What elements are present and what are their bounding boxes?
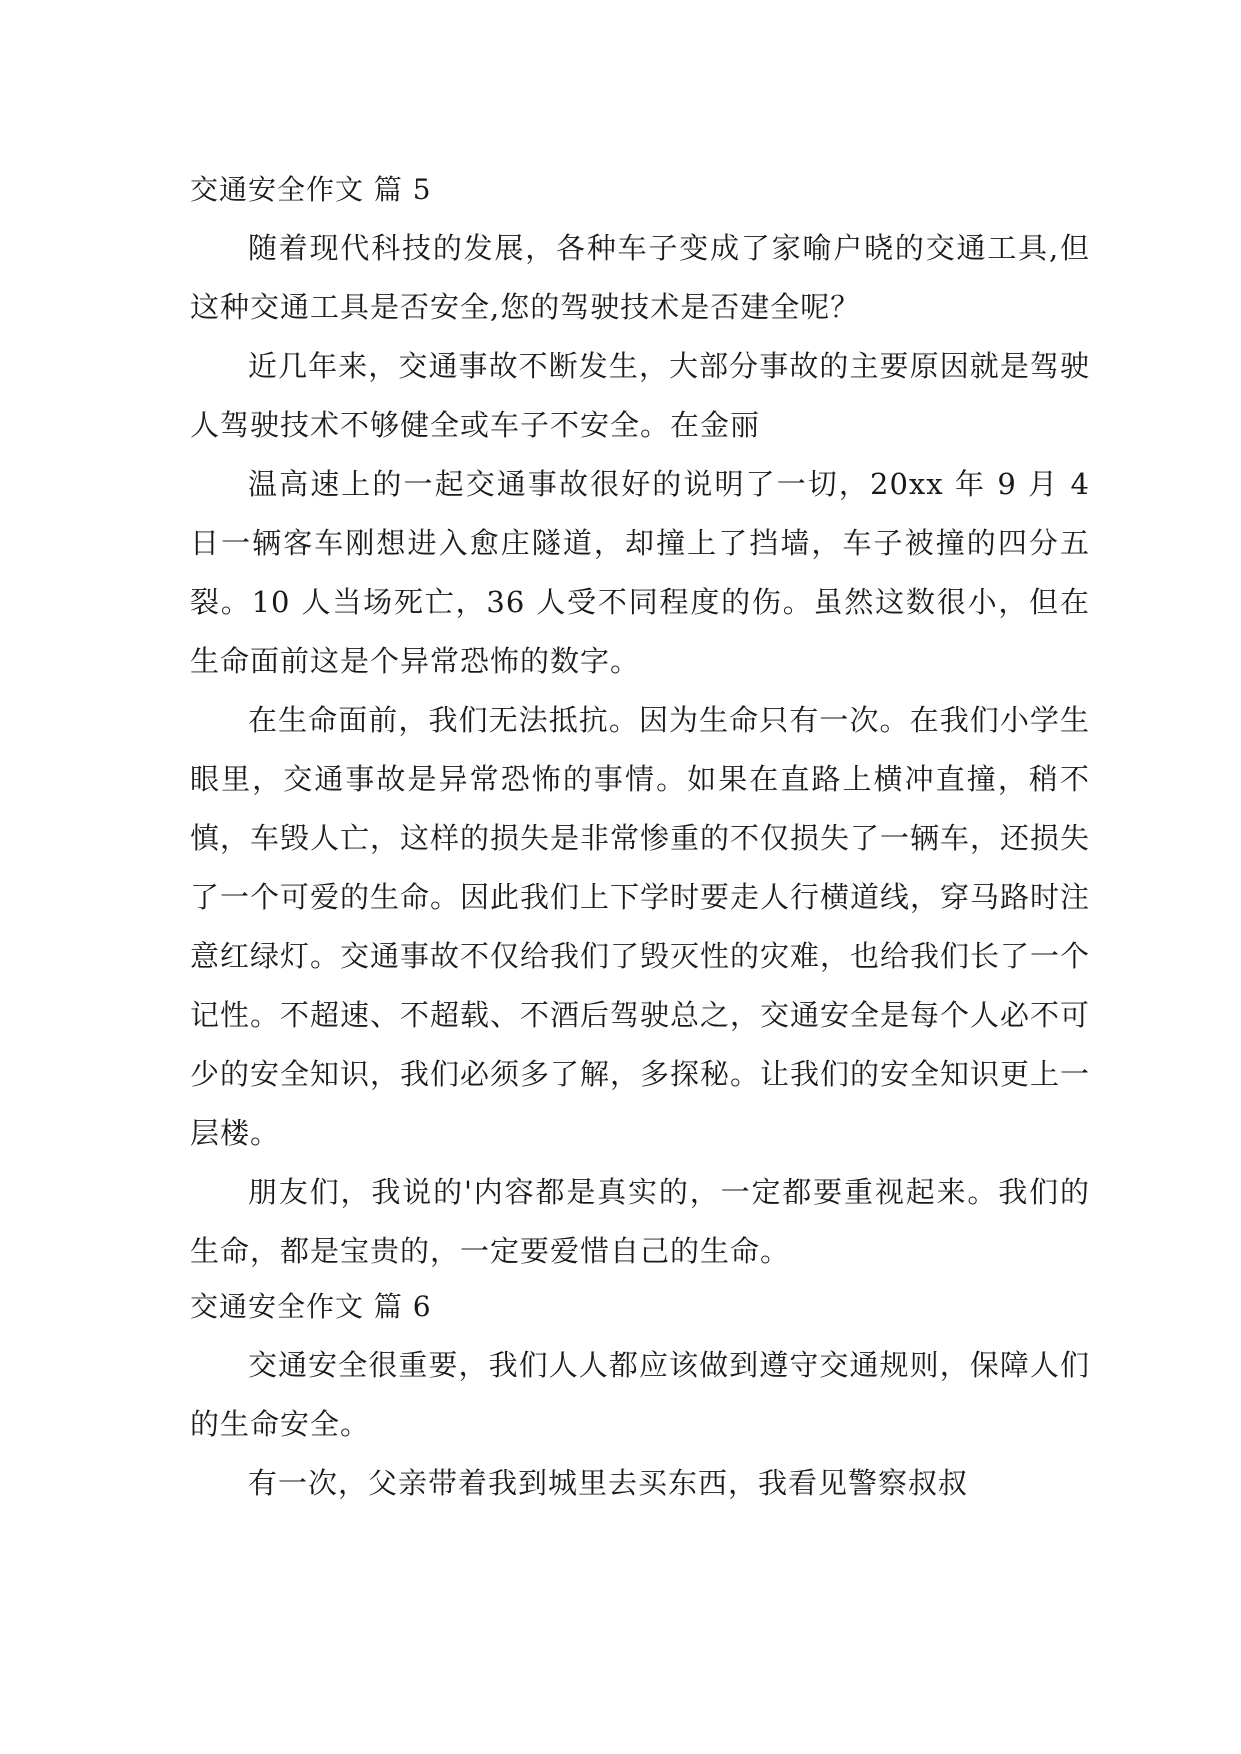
paragraph: 在生命面前，我们无法抵抗。因为生命只有一次。在我们小学生眼里，交通事故是异常恐怖的事情。如果在直路上横冲直撞，稍不慎，车毁人亡，这样的损失是非常惨重的不仅损失了一辆车，还损失了一个可爱的生命。因此我们上下学时要走人行横道线，穿马路时注意红绿灯。交通事故不仅给我们了毁灭性的灾难，也给我们长了一个记性。不超速、不超载、不酒后驾驶总之，交通安全是每个人必不可少的安全知识，我们必须多了解，多探秘。让我们的安全知识更上一层楼。	[190, 703, 1091, 1150]
paragraph: 交通安全很重要，我们人人都应该做到遵守交通规则，保障人们的生命安全。	[190, 1348, 1090, 1441]
paragraph: 随着现代科技的发展，各种车子变成了家喻户晓的交通工具,但这种交通工具是否安全,您的驾驶技术是否建全呢？	[190, 231, 1090, 324]
document-body	[190, 160, 1090, 1513]
section-heading-5: 交通安全作文 篇 5	[190, 173, 432, 206]
section-heading-6: 交通安全作文 篇 6	[190, 1290, 432, 1323]
paragraph: 近几年来，交通事故不断发生，大部分事故的主要原因就是驾驶人驾驶技术不够健全或车子不安全。在金丽	[190, 349, 1090, 442]
paragraph: 温高速上的一起交通事故很好的说明了一切，20xx 年 9 月 4 日一辆客车刚想进入愈庄隧道，却撞上了挡墙，车子被撞的四分五裂。10 人当场死亡，36 人受不同程度的伤。虽然这数很小，但在生命面前这是个异常恐怖的数字。	[190, 467, 1090, 678]
paragraph: 朋友们，我说的'内容都是真实的，一定都要重视起来。我们的生命，都是宝贵的，一定要爱惜自己的生命。	[190, 1175, 1090, 1268]
paragraph: 有一次，父亲带着我到城里去买东西，我看见警察叔叔	[248, 1466, 969, 1500]
